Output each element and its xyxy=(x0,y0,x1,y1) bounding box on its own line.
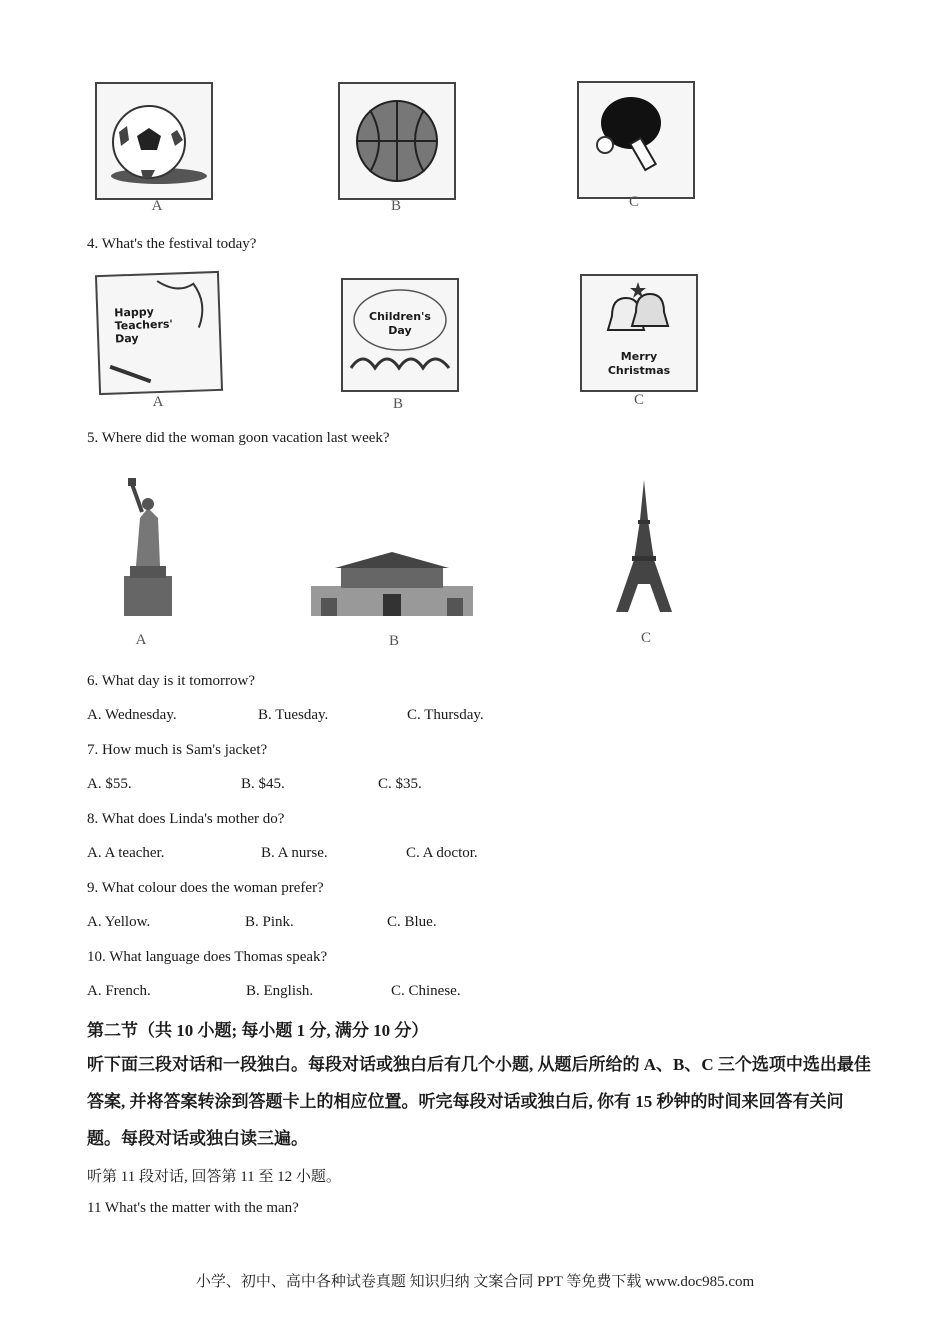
q10-option-c: C. Chinese. xyxy=(391,983,461,999)
soccer-ball-picture xyxy=(95,82,213,200)
childrens-day-card xyxy=(341,278,459,392)
question-11: 11 What's the matter with the man? xyxy=(87,1200,299,1216)
statue-of-liberty-icon xyxy=(112,478,184,618)
question-4: 4. What's the festival today? xyxy=(87,236,257,252)
card-c-line-2: Christmas xyxy=(607,364,671,377)
christmas-card xyxy=(580,274,698,392)
eiffel-tower-icon xyxy=(614,480,674,614)
ping-pong-picture xyxy=(577,81,695,199)
q9-option-b: B. Pink. xyxy=(245,914,294,930)
tiananmen-icon xyxy=(311,546,473,616)
question-8: 8. What does Linda's mother do? xyxy=(87,811,285,827)
dialog-note: 听第 11 段对话, 回答第 11 至 12 小题。 xyxy=(87,1169,341,1185)
question-10: 10. What language does Thomas speak? xyxy=(87,949,328,965)
q8-option-c: C. A doctor. xyxy=(406,845,478,861)
ping-pong-paddle-icon xyxy=(579,83,693,197)
flowers-icon xyxy=(343,280,457,390)
eiffel-tower-picture xyxy=(614,480,674,614)
section-2-title: 第二节（共 10 小题; 每小题 1 分, 满分 10 分） xyxy=(87,1021,429,1040)
statue-of-liberty-picture xyxy=(112,478,184,618)
q4-label-c: C xyxy=(633,392,644,408)
q7-option-a: A. $55. xyxy=(87,776,132,792)
card-a-line-3: Day xyxy=(114,331,139,346)
question-6: 6. What day is it tomorrow? xyxy=(87,673,256,689)
q4-label-b: B xyxy=(392,396,403,412)
question-9: 9. What colour does the woman prefer? xyxy=(87,880,324,896)
question-5: 5. Where did the woman goon vacation last week? xyxy=(87,430,390,446)
q7-option-b: B. $45. xyxy=(241,776,285,792)
tiananmen-picture xyxy=(311,546,473,616)
card-b-line-2: Day xyxy=(388,324,412,337)
q5-label-b: B xyxy=(388,633,399,649)
question-7: 7. How much is Sam's jacket? xyxy=(87,742,268,758)
basketball-picture xyxy=(338,82,456,200)
card-a-line-2: Teachers' xyxy=(114,317,173,333)
q6-option-a: A. Wednesday. xyxy=(87,707,177,723)
card-a-line-1: Happy xyxy=(114,305,155,320)
q5-label-c: C xyxy=(640,630,651,646)
q7-option-c: C. $35. xyxy=(378,776,422,792)
soccer-ball-icon xyxy=(97,84,211,198)
section-2-instructions: 听下面三段对话和一段独白。每段对话或独白后有几个小题, 从题后所给的 A、B、C 三个选项中选出最佳答案, 并将答案转涂到答题卡上的相应位置。听完每段对话或独白后, 你有 15 秒钟的时间来回答有关问题。每段对话或独白读三遍。 xyxy=(87,1055,871,1148)
option-label-b: B xyxy=(390,198,401,214)
q10-option-a: A. French. xyxy=(87,983,151,999)
q10-option-b: B. English. xyxy=(246,983,314,999)
option-label-c: C xyxy=(628,194,639,210)
basketball-icon xyxy=(340,84,454,198)
q8-option-b: B. A nurse. xyxy=(261,845,328,861)
ribbon-icon xyxy=(97,273,221,393)
teachers-day-card xyxy=(95,271,223,395)
card-c-line-1: Merry xyxy=(620,350,658,363)
option-label-a: A xyxy=(151,198,163,214)
q8-option-a: A. A teacher. xyxy=(87,845,165,861)
q6-option-c: C. Thursday. xyxy=(407,707,484,723)
q9-option-a: A. Yellow. xyxy=(87,914,151,930)
page-footer: 小学、初中、高中各种试卷真题 知识归纳 文案合同 PPT 等免费下载 www.doc985.com xyxy=(195,1274,755,1290)
q9-option-c: C. Blue. xyxy=(387,914,437,930)
q5-label-a: A xyxy=(135,632,147,648)
card-b-line-1: Children's xyxy=(369,310,431,323)
q4-label-a: A xyxy=(152,394,164,410)
q6-option-b: B. Tuesday. xyxy=(258,707,329,723)
